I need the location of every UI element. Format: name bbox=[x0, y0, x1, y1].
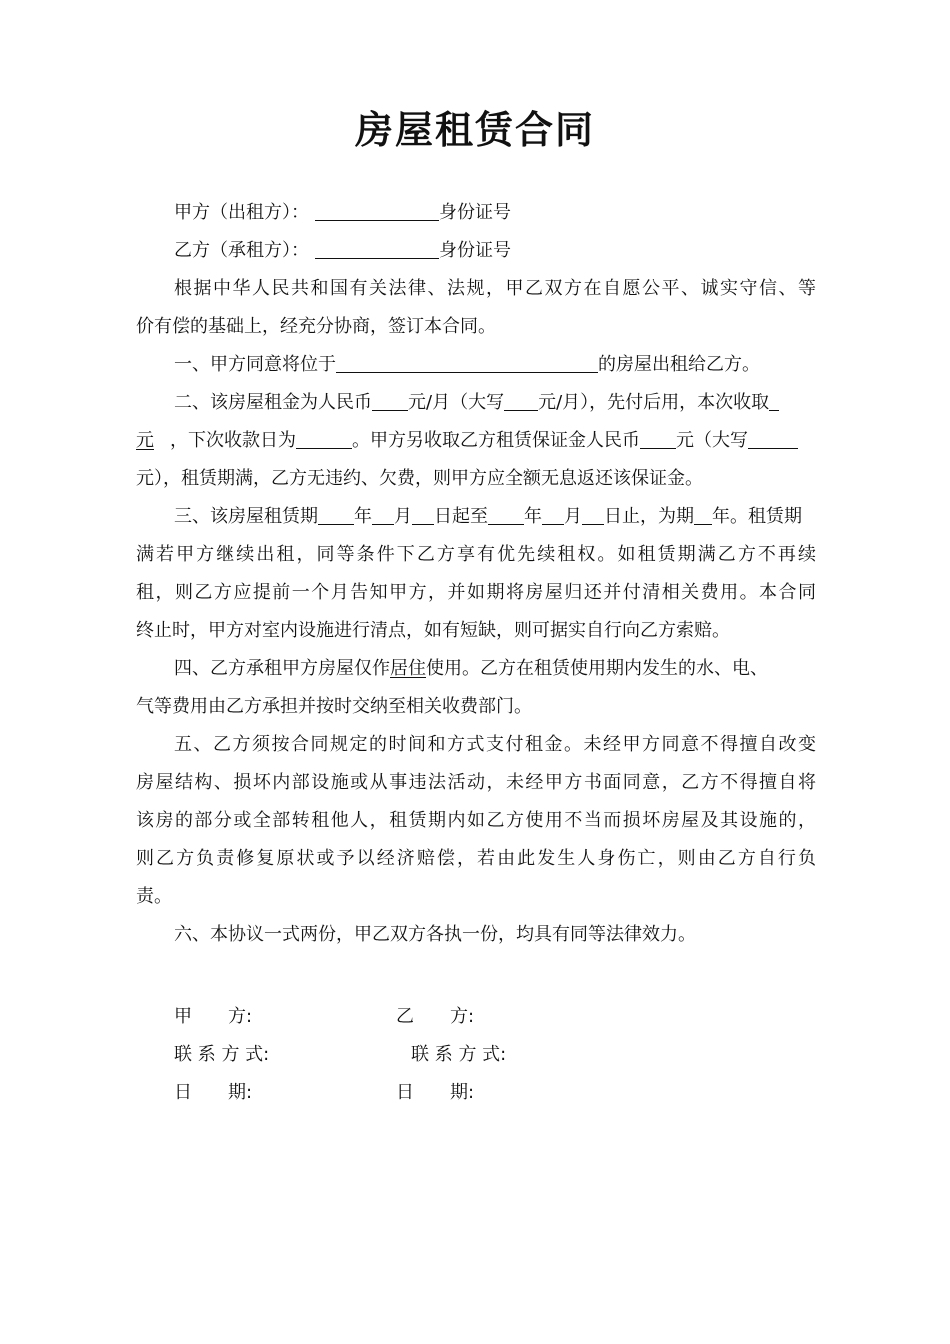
deposit-amount-blank[interactable] bbox=[640, 426, 676, 449]
property-address-blank[interactable] bbox=[336, 350, 598, 373]
page-title: 房屋租赁合同 bbox=[354, 108, 595, 152]
usage-purpose: 居住 bbox=[390, 658, 426, 679]
clause-5-line-5: 责。 bbox=[136, 886, 172, 907]
collect-unit: 元 bbox=[136, 430, 154, 451]
clause-2-text-a: 二、该房屋租金为人民币 bbox=[174, 392, 372, 413]
start-month-blank[interactable] bbox=[372, 502, 394, 525]
clause-3-text-g: 日止，为期 bbox=[604, 506, 694, 527]
clause-4-text-c: 使用。乙方在租赁使用期内发生的水、电、 bbox=[426, 658, 768, 679]
clause-3-text-a: 三、该房屋租赁期 bbox=[174, 506, 318, 527]
preamble-line-2: 价有偿的基础上，经充分协商，签订本合同。 bbox=[136, 316, 496, 337]
clause-2-text-b: 元/月（大写 bbox=[408, 392, 505, 413]
clause-2-text-c: 元/月），先付后用，本次收取 bbox=[538, 392, 770, 413]
clause-2-text-e: ，下次收款日为 bbox=[170, 430, 296, 451]
clause-3-month-1: 月 bbox=[394, 506, 412, 527]
signature-party-a: 甲 方: bbox=[174, 1006, 253, 1027]
preamble-line-1: 根据中华人民共和国有关法律、法规，甲乙双方在自愿公平、诚实守信、等 bbox=[174, 278, 816, 299]
end-year-blank[interactable] bbox=[488, 502, 524, 525]
start-day-blank[interactable] bbox=[412, 502, 434, 525]
clause-3-text-h: 年。租赁期 bbox=[712, 506, 802, 527]
start-year-blank[interactable] bbox=[318, 502, 354, 525]
clause-1-line bbox=[136, 346, 816, 384]
collect-amount-blank[interactable] bbox=[769, 388, 779, 411]
clause-3-month-2: 月 bbox=[564, 506, 582, 527]
clause-4-line-1 bbox=[136, 650, 816, 688]
clause-1-text-b: 的房屋出租给乙方。 bbox=[598, 354, 760, 375]
clause-2-line-3: 元），租赁期满，乙方无违约、欠费，则甲方应全额无息返还该保证金。 bbox=[136, 468, 703, 489]
clause-2-text-g: 元（大写 bbox=[676, 430, 748, 451]
clause-5-line-2: 房屋结构、损坏内部设施或从事违法活动，未经甲方书面同意，乙方不得擅自将 bbox=[136, 772, 816, 793]
clause-5-line-1: 五、乙方须按合同规定的时间和方式支付租金。未经甲方同意不得擅自改变 bbox=[174, 734, 816, 755]
party-b-name-blank[interactable] bbox=[315, 236, 439, 259]
party-b-line bbox=[136, 232, 816, 270]
contract-body bbox=[136, 194, 816, 954]
date-party-b: 日 期: bbox=[396, 1082, 475, 1103]
term-years-blank[interactable] bbox=[694, 502, 712, 525]
clause-3-line-2: 满若甲方继续出租，同等条件下乙方享有优先续租权。如租赁期满乙方不再续 bbox=[136, 544, 816, 565]
end-month-blank[interactable] bbox=[542, 502, 564, 525]
rent-words-blank[interactable] bbox=[504, 388, 538, 411]
clause-2-text-f: 。甲方另收取乙方租赁保证金人民币 bbox=[352, 430, 640, 451]
clause-3-text-d: 日起至 bbox=[434, 506, 488, 527]
clause-3-line-4: 终止时，甲方对室内设施进行清点，如有短缺，则可据实自行向乙方索赔。 bbox=[136, 620, 730, 641]
clause-4-line-2: 气等费用由乙方承担并按时交纳至相关收费部门。 bbox=[136, 696, 532, 717]
clause-5-line-3: 该房的部分或全部转租他人，租赁期内如乙方使用不当而损坏房屋及其设施的， bbox=[136, 810, 816, 831]
clause-2-line-1 bbox=[136, 384, 816, 422]
party-b-label: 乙方（承租方）： bbox=[174, 240, 309, 261]
contact-party-b: 联 系 方 式: bbox=[411, 1044, 507, 1065]
clause-3-line-1 bbox=[136, 498, 816, 536]
party-a-line bbox=[136, 194, 816, 232]
rent-amount-blank[interactable] bbox=[372, 388, 408, 411]
clause-3-line-3: 租，则乙方应提前一个月告知甲方，并如期将房屋归还并付清相关费用。本合同 bbox=[136, 582, 816, 603]
clause-2-line-2 bbox=[136, 422, 816, 460]
next-payment-date-blank[interactable] bbox=[296, 426, 352, 449]
date-party-a: 日 期: bbox=[174, 1082, 253, 1103]
party-a-name-blank[interactable] bbox=[315, 198, 439, 221]
party-a-label: 甲方（出租方）： bbox=[174, 202, 309, 223]
party-b-id-label: 身份证号 bbox=[439, 240, 511, 261]
clause-3-year-1: 年 bbox=[354, 506, 372, 527]
deposit-words-blank[interactable] bbox=[748, 426, 798, 449]
clause-4-text-a: 四、乙方承租甲方房屋仅作 bbox=[174, 658, 390, 679]
party-a-id-label: 身份证号 bbox=[439, 202, 511, 223]
clause-3-year-2: 年 bbox=[524, 506, 542, 527]
clause-6-line-1: 六、本协议一式两份，甲乙双方各执一份，均具有同等法律效力。 bbox=[174, 924, 696, 945]
clause-5-line-4: 则乙方负责修复原状或予以经济赔偿，若由此发生人身伤亡，则由乙方自行负 bbox=[136, 848, 816, 869]
signature-party-b: 乙 方: bbox=[396, 1006, 475, 1027]
contact-party-a: 联 系 方 式: bbox=[174, 1044, 270, 1065]
end-day-blank[interactable] bbox=[582, 502, 604, 525]
clause-1-text-a: 一、甲方同意将位于 bbox=[174, 354, 336, 375]
